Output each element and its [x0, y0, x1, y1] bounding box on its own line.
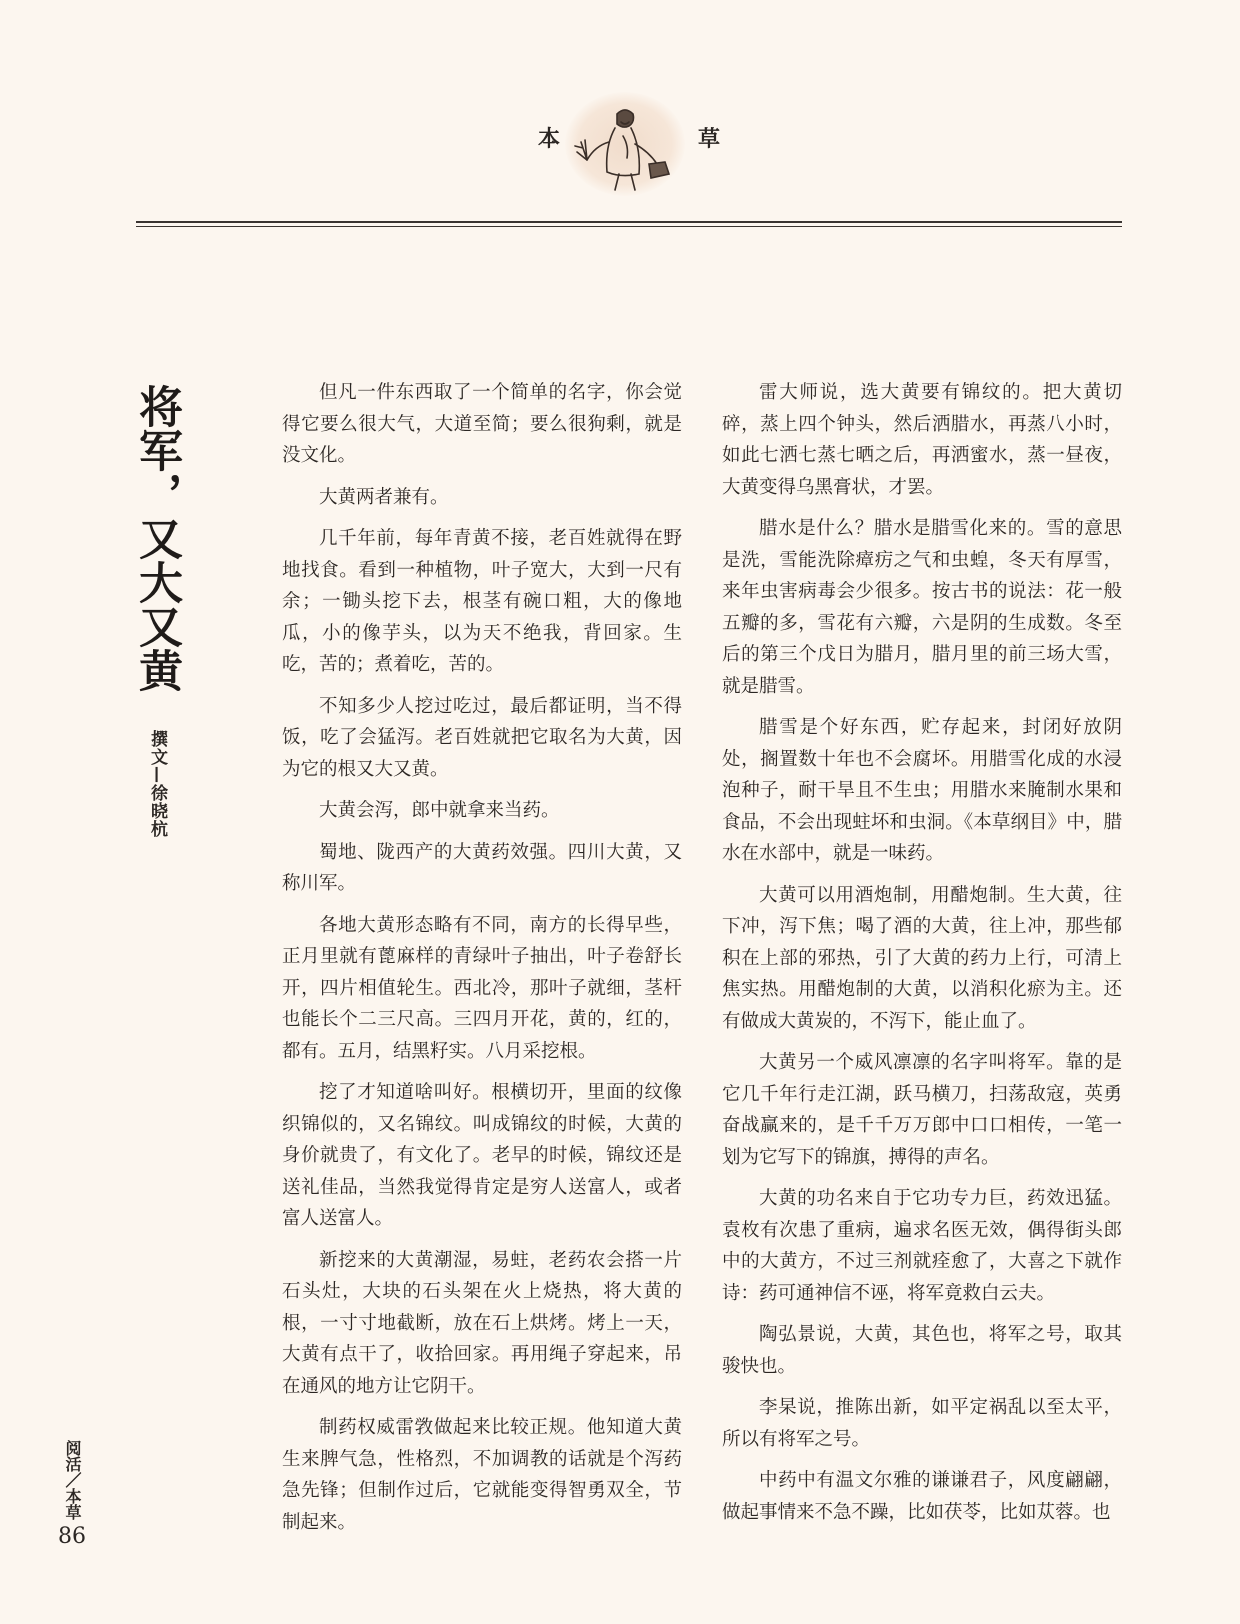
paragraph: 制药权威雷敩做起来比较正规。他知道大黄生来脾气急，性格烈，不加调教的话就是个泻药急先锋；但制作过后，它就能变得智勇双全，节制起来。	[282, 1417, 682, 1533]
paragraph: 腊雪是个好东西，贮存起来，封闭好放阴处，搁置数十年也不会腐坏。用腊雪化成的水浸泡种子，耐干旱且不生虫；用腊水来腌制水果和食品，不会出现蛀坏和虫洞。《本草纲目》中，腊水在水部中，就是一味药。	[722, 717, 1122, 864]
article-column-left	[282, 377, 682, 1548]
paragraph: 大黄的功名来自于它功专力巨，药效迅猛。袁枚有次患了重病，遍求名医无效，偶得街头郎中的大黄方，不过三剂就痊愈了，大喜之下就作诗：药可通神信不诬，将军竟救白云夫。	[722, 1188, 1122, 1304]
herbalist-emblem	[565, 92, 685, 196]
paragraph: 雷大师说，选大黄要有锦纹的。把大黄切碎，蒸上四个钟头，然后洒腊水，再蒸八小时，如此七洒七蒸七晒之后，再洒蜜水，蒸一昼夜，大黄变得乌黑膏状，才罢。	[722, 382, 1122, 498]
header-label-left: 本	[538, 126, 561, 152]
paragraph: 大黄可以用酒炮制，用醋炮制。生大黄，往下冲，泻下焦；喝了酒的大黄，往上冲，那些郁积在上部的邪热，引了大黄的药力上行，可清上焦实热。用醋炮制的大黄，以消积化瘀为主。还有做成大黄炭的，不泻下，能止血了。	[722, 884, 1122, 1032]
page-number: 86	[58, 1524, 86, 1549]
paragraph: 李杲说，推陈出新，如平定祸乱以至太平，所以有将军之号。	[722, 1397, 1122, 1450]
article-byline: 撰文—徐晓杭	[147, 730, 167, 838]
paragraph: 几千年前，每年青黄不接，老百姓就得在野地找食。看到一种植物，叶子宽大，大到一尺有余；一锄头挖下去，根茎有碗口粗，大的像地瓜，小的像芋头，以为天不绝我，背回家。生吃，苦的；煮着吃，苦的。	[282, 528, 682, 675]
paragraph: 中药中有温文尔雅的谦谦君子，风度翩翩，做起事情来不急不躁，比如茯苓，比如苁蓉。也	[722, 1470, 1122, 1523]
paragraph: 大黄会泻，郎中就拿来当药。	[319, 800, 560, 821]
magazine-section-label: 阅活／本草	[63, 1440, 82, 1520]
header-rule-thick	[136, 221, 1122, 223]
paragraph: 陶弘景说，大黄，其色也，将军之号，取其骏快也。	[722, 1324, 1122, 1377]
paragraph: 各地大黄形态略有不同，南方的长得早些，正月里就有蓖麻样的青绿叶子抽出，叶子卷舒长开，四片相值轮生。西北冷，那叶子就细，茎杆也能长个二三尺高。三四月开花，黄的，红的，都有。五月，结黑籽实。八月采挖根。	[282, 914, 682, 1062]
paragraph: 大黄两者兼有。	[319, 486, 449, 508]
paragraph: 但凡一件东西取了一个简单的名字，你会觉得它要么很大气，大道至简；要么很狗剩，就是没文化。	[282, 382, 682, 466]
paragraph: 新挖来的大黄潮湿，易蛀，老药农会搭一片石头灶，大块的石头架在火上烧热，将大黄的根，一寸寸地截断，放在石上烘烤。烤上一天，大黄有点干了，收拾回家。再用绳子穿起来，吊在通风的地方让它阴干。	[282, 1249, 682, 1397]
header-label-right: 草	[698, 126, 721, 152]
paragraph: 腊水是什么？腊水是腊雪化来的。雪的意思是洗，雪能洗除瘴疠之气和虫蝗，冬天有厚雪，来年虫害病毒会少很多。按古书的说法：花一般五瓣的多，雪花有六瓣，六是阴的生成数。冬至后的第三个戊日为腊月，腊月里的前三场大雪，就是腊雪。	[722, 518, 1122, 697]
article-title: 将军，又大又黄	[131, 384, 182, 692]
article-column-right	[722, 377, 1122, 1538]
paragraph: 蜀地、陇西产的大黄药效强。四川大黄，又称川军。	[282, 841, 682, 894]
paragraph: 不知多少人挖过吃过，最后都证明，当不得饭，吃了会猛泻。老百姓就把它取名为大黄，因为它的根又大又黄。	[282, 695, 682, 780]
header-rule-thin	[136, 226, 1122, 227]
paragraph: 大黄另一个威风凛凛的名字叫将军。靠的是它几千年行走江湖，跃马横刀，扫荡敌寇，英勇奋战赢来的，是千千万万郎中口口相传，一笔一划为它写下的锦旗，搏得的声名。	[722, 1052, 1122, 1168]
paragraph: 挖了才知道啥叫好。根横切开，里面的纹像织锦似的，又名锦纹。叫成锦纹的时候，大黄的身价就贵了，有文化了。老早的时候，锦纹还是送礼佳品，当然我觉得肯定是穷人送富人，或者富人送富人。	[282, 1082, 682, 1229]
